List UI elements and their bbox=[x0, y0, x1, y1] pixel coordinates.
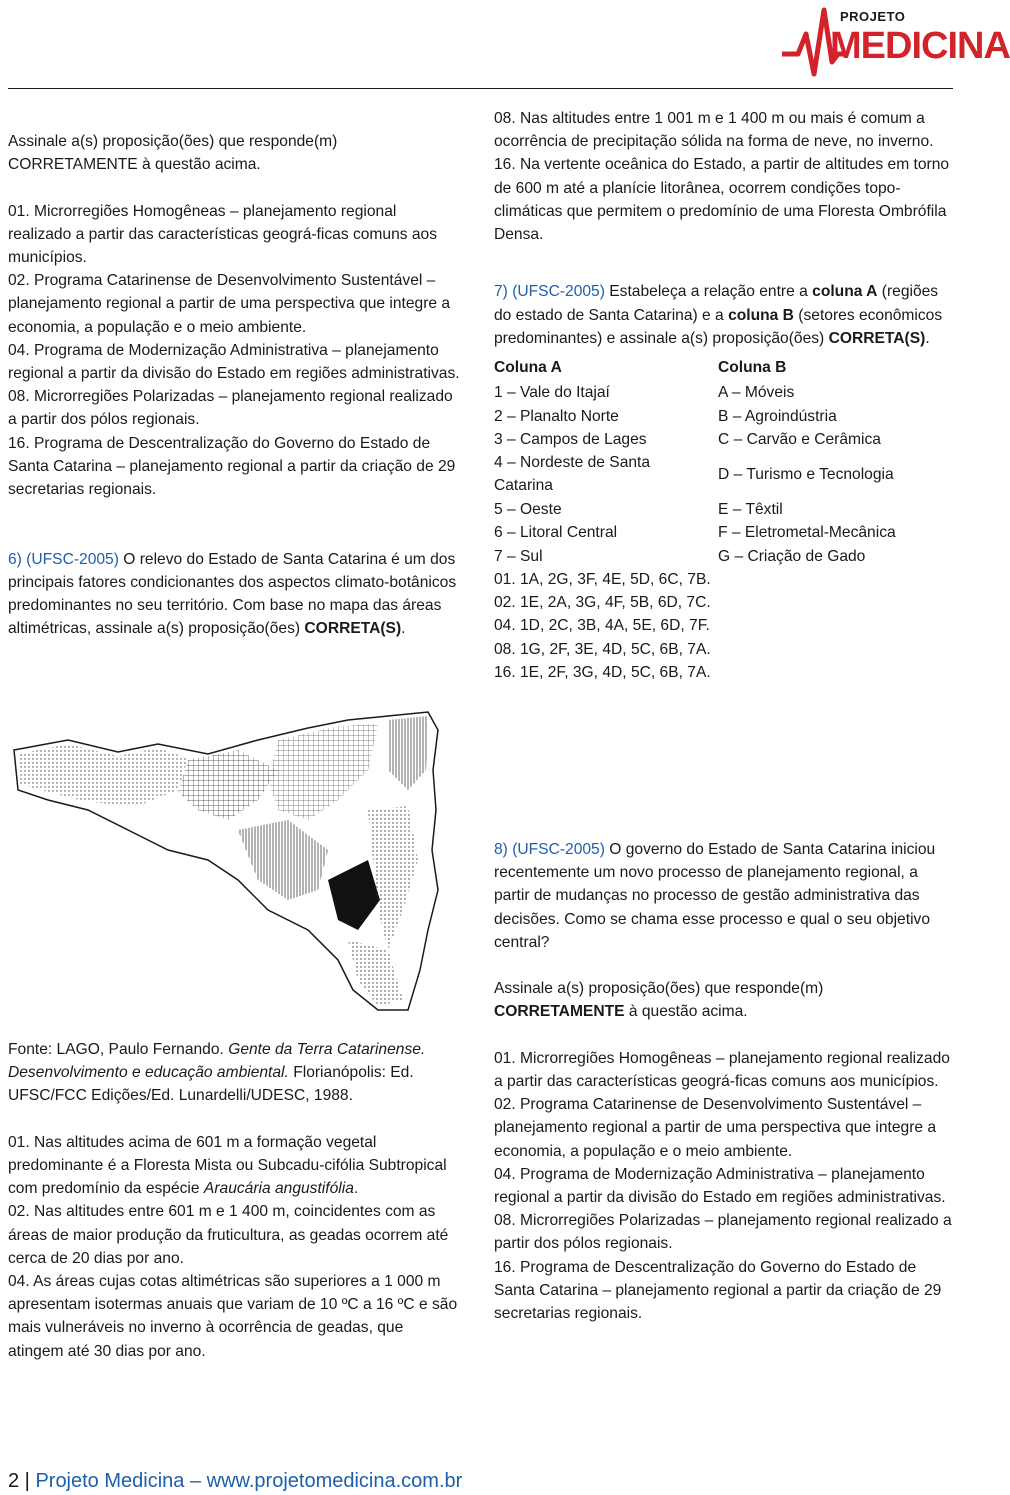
q6-end: . bbox=[401, 620, 406, 638]
map-source bbox=[8, 1038, 463, 1108]
left-column bbox=[8, 130, 463, 640]
q6-label: 6) (UFSC-2005) bbox=[8, 550, 119, 568]
q7-option-16: 16. 1E, 2F, 3G, 4D, 5C, 6B, 7A. bbox=[494, 663, 711, 681]
table-row bbox=[494, 545, 896, 568]
q8-option-16: 16. Programa de Descentralização do Governo do Estado de Santa Catarina – planejamento regional a partir da criação de 29 secretarias regionais. bbox=[494, 1258, 942, 1323]
q6-option-02: 02. Nas altitudes entre 601 m e 1 400 m, coincidentes com as áreas de maior produção da fruticultura, as geadas ocorrem até cerca de 20 dias por ano. bbox=[8, 1203, 449, 1267]
q7-option-08: 08. 1G, 2F, 3E, 4D, 5C, 6B, 7A. bbox=[494, 640, 711, 658]
q6-option-01-text: 01. Nas altitudes acima de 601 m a formação vegetal predominante é a Floresta Mista ou Subcadu-cifólia Subtropical com predomínio da espécie bbox=[8, 1133, 447, 1198]
q7-option-04: 04. 1D, 2C, 3B, 4A, 5E, 6D, 7F. bbox=[494, 617, 710, 635]
q8-label: 8) (UFSC-2005) bbox=[494, 841, 605, 858]
page-number: 2 bbox=[8, 1470, 20, 1492]
table-row bbox=[494, 381, 896, 404]
table-row bbox=[494, 521, 896, 544]
table-row bbox=[494, 428, 896, 451]
q5-option-08: 08. Microrregiões Polarizadas – planejamento regional realizado a partir dos pólos regionais. bbox=[8, 388, 453, 429]
q7-text-1: Estabeleça a relação entre a bbox=[609, 283, 808, 301]
footer-separator: | bbox=[19, 1470, 36, 1492]
header-rule bbox=[8, 88, 953, 89]
footer-link[interactable]: Projeto Medicina – www.projetomedicina.com.br bbox=[35, 1470, 463, 1492]
q7-bold-3: CORRETA(S) bbox=[828, 329, 926, 347]
col-b-cell: E – Têxtil bbox=[718, 500, 783, 518]
q8-intro-2 bbox=[494, 1000, 954, 1023]
q6-bold: CORRETA(S) bbox=[304, 620, 402, 638]
col-b-cell: D – Turismo e Tecnologia bbox=[718, 465, 894, 483]
intro-line-2: CORRETAMENTE à questão acima. bbox=[8, 156, 261, 174]
col-b-cell: G – Criação de Gado bbox=[718, 547, 866, 565]
q8-option-08: 08. Microrregiões Polarizadas – planejamento regional realizado a partir dos pólos regionais. bbox=[494, 1212, 952, 1253]
col-b-cell: F – Eletrometal-Mecânica bbox=[718, 524, 896, 542]
q8-intro-rest: à questão acima. bbox=[624, 1003, 748, 1021]
q8-text: O governo do Estado de Santa Catarina iniciou recentemente um novo processo de planejamento regional, a partir de mudanças no processo de gestão administrativa das decisões. Como se chama esse processo e qual o seu objetivo central? bbox=[494, 841, 936, 951]
q6-option-01-end: . bbox=[353, 1180, 359, 1198]
q5-option-16: 16. Programa de Descentralização do Governo do Estado de Santa Catarina – planejamento regional a partir da criação de 29 secretarias regionais. bbox=[8, 434, 456, 499]
col-a-cell: 3 – Campos de Lages bbox=[494, 430, 647, 448]
q7-label: 7) (UFSC-2005) bbox=[494, 283, 605, 301]
left-column-lower bbox=[8, 1038, 463, 1363]
q6-option-08: 08. Nas altitudes entre 1 001 m e 1 400 m ou mais é comum a ocorrência de precipitação sólida na forma de neve, no inverno. bbox=[494, 110, 934, 151]
q5-option-01: 01. Microrregiões Homogêneas – planejamento regional realizado a partir das características geográ-ficas comuns aos municípios. bbox=[8, 202, 438, 266]
q8-option-04: 04. Programa de Modernização Administrativa – planejamento regional a partir da divisão do Estado em regiões administrativas. bbox=[494, 1165, 946, 1207]
right-column-lower bbox=[494, 838, 954, 1325]
projeto-medicina-logo bbox=[780, 4, 1010, 84]
columns-table bbox=[494, 354, 896, 568]
col-b-cell: A – Móveis bbox=[718, 384, 795, 402]
q7-option-02: 02. 1E, 2A, 3G, 4F, 5B, 6D, 7C. bbox=[494, 594, 711, 612]
source-title: Gente da Terra Catarinense. Desenvolvimento e educação ambiental. bbox=[8, 1041, 426, 1082]
q8-option-02: 02. Programa Catarinense de Desenvolvimento Sustentável – planejamento regional a partir de uma perspectiva que integre a economia, a população e o meio ambiente. bbox=[494, 1096, 937, 1160]
col-a-cell: 2 – Planalto Norte bbox=[494, 407, 619, 425]
source-prefix: Fonte: LAGO, Paulo Fernando. bbox=[8, 1041, 224, 1058]
q7-bold-1: coluna A bbox=[812, 283, 878, 301]
q6-option-04: 04. As áreas cujas cotas altimétricas são superiores a 1 000 m apresentam isotermas anuais que variam de 10 ºC a 16 ºC e são mais vulneráveis no inverno à ocorrência de geadas, que atingem até 30 dias por ano. bbox=[8, 1273, 458, 1360]
q6-statement bbox=[8, 548, 463, 641]
q6-text: O relevo do Estado de Santa Catarina é um dos principais fatores condicionantes dos aspectos climato-botânicos predominantes no seu território. Com base no mapa das áreas altimétricas, assinale a(s) proposição(ões) bbox=[8, 550, 457, 638]
q7-bold-2: coluna B bbox=[728, 306, 794, 324]
col-b-header: Coluna B bbox=[718, 358, 787, 376]
col-a-cell: 4 – Nordeste de Santa Catarina bbox=[494, 454, 651, 495]
col-a-cell: 5 – Oeste bbox=[494, 500, 562, 518]
q8-option-01: 01. Microrregiões Homogêneas – planejamento regional realizado a partir das características geográ-ficas comuns aos municípios. bbox=[494, 1049, 950, 1090]
q8-statement bbox=[494, 838, 954, 954]
q8-intro-bold: CORRETAMENTE bbox=[494, 1003, 625, 1021]
q6-option-01-species: Araucária angustifólia bbox=[203, 1180, 354, 1198]
col-b-cell: C – Carvão e Cerâmica bbox=[718, 430, 881, 448]
q7-text-3: (setores econômicos predominantes) e assinale a(s) proposição(ões) bbox=[494, 306, 943, 347]
logo-small-text: PROJETO bbox=[840, 9, 906, 24]
altimetric-map bbox=[8, 710, 460, 1018]
q7-text-4: . bbox=[925, 329, 930, 347]
q7-option-01: 01. 1A, 2G, 3F, 4E, 5D, 6C, 7B. bbox=[494, 570, 711, 588]
table-row bbox=[494, 451, 896, 498]
intro-line-1: Assinale a(s) proposição(ões) que responde(m) bbox=[8, 133, 338, 150]
col-a-header: Coluna A bbox=[494, 358, 562, 376]
q7-statement bbox=[494, 280, 954, 350]
col-a-cell: 7 – Sul bbox=[494, 547, 543, 565]
source-rest: Florianópolis: Ed. UFSC/FCC Edições/Ed. Lunardelli/UDESC, 1988. bbox=[8, 1064, 414, 1105]
page-footer bbox=[8, 1467, 462, 1495]
table-row bbox=[494, 498, 896, 521]
q7-text-2: (regiões do estado de Santa Catarina) e a bbox=[494, 283, 939, 324]
q5-option-02: 02. Programa Catarinense de Desenvolvimento Sustentável – planejamento regional a partir de uma perspectiva que integre a economia, a população e o meio ambiente. bbox=[8, 272, 451, 336]
right-column bbox=[494, 107, 954, 684]
q8-intro-1: Assinale a(s) proposição(ões) que responde(m) bbox=[494, 980, 824, 998]
q6-option-16: 16. Na vertente oceânica do Estado, a partir de altitudes em torno de 600 m até a planície litorânea, ocorrem condições topo-climáticas que permitem o predomínio de uma Floresta Ombrófila Densa. bbox=[494, 156, 950, 244]
logo-big-text: MEDICINA bbox=[830, 25, 1010, 67]
q6-option-01 bbox=[8, 1131, 463, 1201]
col-b-cell: B – Agroindústria bbox=[718, 407, 837, 425]
col-a-cell: 6 – Litoral Central bbox=[494, 524, 618, 542]
q5-option-04: 04. Programa de Modernização Administrativa – planejamento regional a partir da divisão do Estado em regiões administrativas. bbox=[8, 341, 460, 383]
col-a-cell: 1 – Vale do Itajaí bbox=[494, 384, 610, 402]
table-row bbox=[494, 404, 896, 427]
